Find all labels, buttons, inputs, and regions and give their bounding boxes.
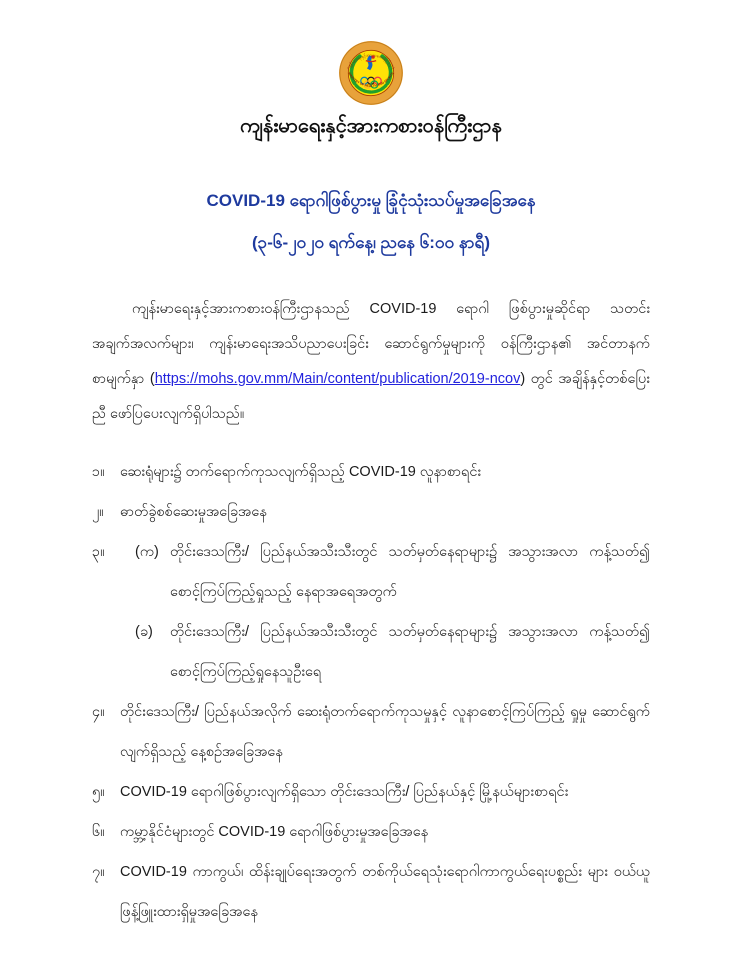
sub-item-label: (က) [135,544,159,560]
sub-item-label: (ခ) [135,624,153,640]
sub-item-kha [135,612,650,692]
list-item-7 [92,852,650,932]
sub-item-group [135,532,650,692]
report-date-subtitle: (၃-၆-၂၀၂၀ ရက်နေ့၊ ညနေ ၆:၀၀ နာရီ) [252,233,490,252]
intro-text-before-link: ကျန်းမာရေးနှင့်အားကစားဝန်ကြီးဌာနသည် COVID-19 ရောဂါ ဖြစ်ပွားမှုဆိုင်ရာ သတင်းအချက်အလက်များ၊ ကျန်းမာရေးအသိပညာပေးခြင်း ဆောင်ရွက်မှုများကို ဝန်ကြီးဌာန၏ အင်တာနက်စာမျက်နှာ ( [92,301,650,387]
publication-link[interactable]: https://mohs.gov.mm/Main/content/publication/2019-ncov [154,371,521,387]
item-number: ၄။ [92,704,105,720]
logo-container [0,40,742,106]
list-item-3 [92,532,650,692]
item-number: ၆။ [92,824,105,840]
item-text: COVID-19 ရောဂါဖြစ်ပွားလျက်ရှိသော တိုင်းဒေသကြီး/ ပြည်နယ်နှင့် မြို့နယ်များစာရင်း [120,784,569,800]
list-item-6 [92,812,650,852]
mohs-logo-icon [338,40,404,106]
item-text: ကမ္ဘာ့နိုင်ငံများတွင် COVID-19 ရောဂါဖြစ်ပွားမှုအခြေအနေ [120,824,429,840]
item-text: ဆေးရုံများ၌ တက်ရောက်ကုသလျက်ရှိသည့် COVID-19 လူနာစာရင်း [120,464,482,480]
logo-top-text: ကျန်းမာရေးနှင့်အားကစားဝန်ကြီးဌာန [345,52,397,70]
item-number: ၇။ [92,864,105,880]
report-title: COVID-19 ရောဂါဖြစ်ပွားမှု ခြုံငုံသုံးသပ်မှုအခြေအနေ [206,191,536,210]
list-item-1 [92,452,650,492]
ministry-title: ကျန်းမာရေးနှင့်အားကစားဝန်ကြီးဌာန [240,115,502,137]
item-number: ၂။ [92,504,104,520]
item-number: ၅။ [92,784,105,800]
item-text: တိုင်းဒေသကြီး/ ပြည်နယ်အလိုက် ဆေးရုံတက်ရောက်ကုသမှုနှင့် လူနာစောင့်ကြပ်ကြည့် ရှုမှု ဆောင်ရွက်လျက်ရှိသည့် နေ့စဉ်အခြေအနေ [120,704,650,760]
logo-bottom-text: MINISTRY OF HEALTH AND SPORTS [347,71,395,88]
covid-report-list [92,452,650,932]
item-text: တိုင်းဒေသကြီး/ ပြည်နယ်အသီးသီးတွင် သတ်မှတ်နေရာများ၌ အသွားအလာ ကန့်သတ်၍ စောင့်ကြပ်ကြည့်ရှုနေသူဦးရေ [170,624,650,680]
item-number: ၁။ [92,464,105,480]
item-number: ၃။ [92,544,105,560]
list-item-4 [92,692,650,772]
intro-text-after-link: ) တွင် အချိန်နှင့်တစ်ပြေးညီ ဖော်ပြပေးလျက်ရှိပါသည်။ [92,371,650,422]
intro-paragraph [92,292,650,432]
item-text: ဓာတ်ခွဲစစ်ဆေးမှုအခြေအနေ [120,504,267,520]
sub-item-ka [135,532,650,612]
item-text: တိုင်းဒေသကြီး/ ပြည်နယ်အသီးသီးတွင် သတ်မှတ်နေရာများ၌ အသွားအလာ ကန့်သတ်၍ စောင့်ကြပ်ကြည့်ရှုသည့် နေရာအရေအတွက် [170,544,650,600]
list-item-2 [92,492,650,532]
item-text: COVID-19 ကာကွယ်၊ ထိန်းချုပ်ရေးအတွက် တစ်ကိုယ်ရေသုံးရောဂါကာကွယ်ရေးပစ္စည်း များ ဝယ်ယူဖြန့်ဖြူးထားရှိမှုအခြေအနေ [120,864,650,920]
list-item-5 [92,772,650,812]
